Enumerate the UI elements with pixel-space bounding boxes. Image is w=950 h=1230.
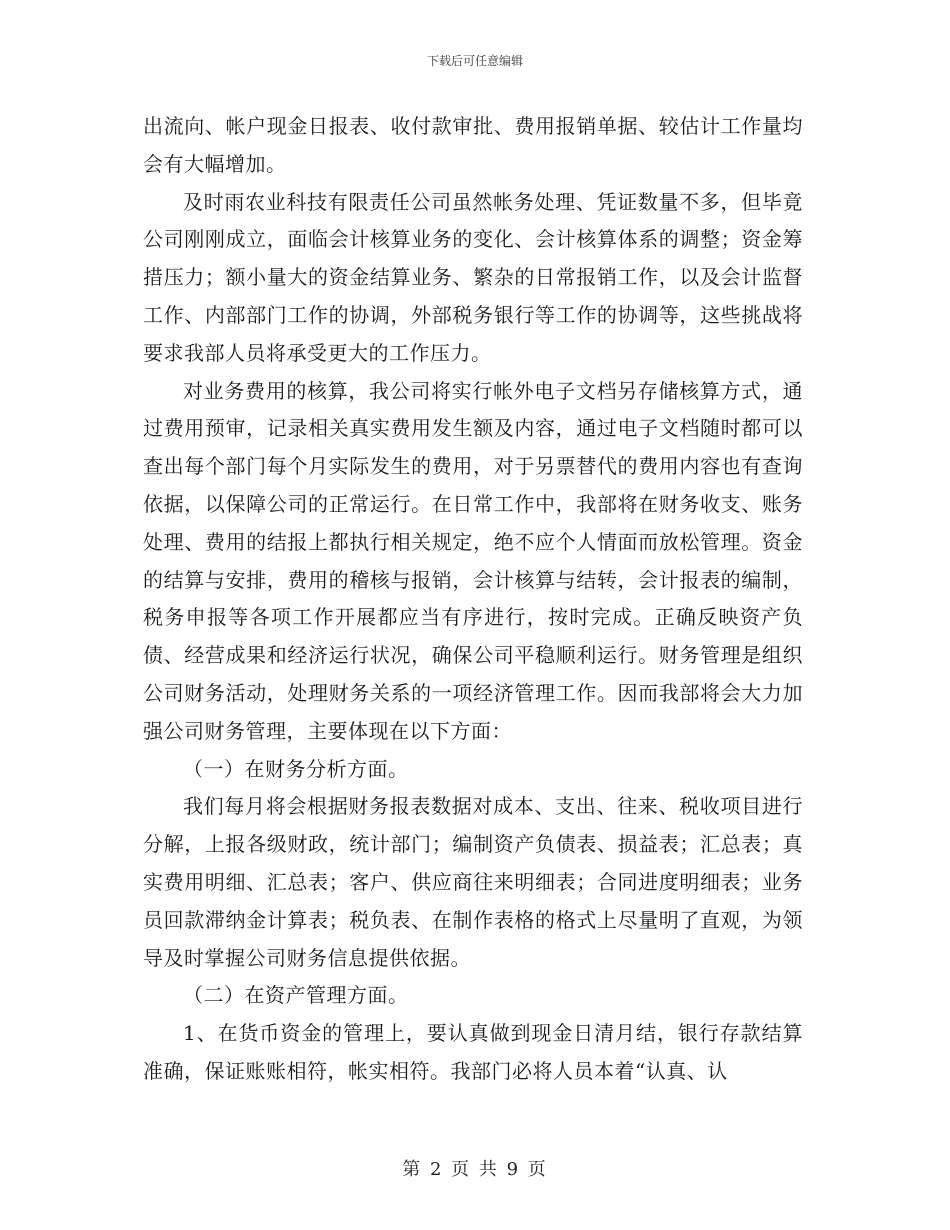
paragraph-2: 及时雨农业科技有限责任公司虽然帐务处理、凭证数量不多，但毕竟公司刚刚成立，面临会计核算业务的变化、会计核算体系的调整；资金筹措压力；额小量大的资金结算业务、繁杂的日常报销工作，以及会计监督工作、内部部门工作的协调，外部税务银行等工作的协调等，这些挑战将要求我部人员将承受更大的工作压力。 (143, 189, 803, 365)
document-body (143, 108, 803, 1091)
section-heading-asset-management: （二）在资产管理方面。 (183, 983, 409, 1008)
page-header: 下载后可任意编辑 (426, 54, 523, 68)
paragraph-1: 出流向、帐户现金日报表、收付款审批、费用报销单据、较估计工作量均会有大幅增加。 (143, 114, 803, 176)
section-heading-financial-analysis: （一）在财务分析方面。 (183, 756, 409, 781)
paragraph-5: 我们每月将会根据财务报表数据对成本、支出、往来、税收项目进行分解，上报各级财政，统计部门；编制资产负债表、损益表；汇总表；真实费用明细、汇总表；客户、供应商往来明细表；合同进度明细表；业务员回款滞纳金计算表；税负表、在制作表格的格式上尽量明了直观，为领导及时掌握公司财务信息提供依据。 (143, 794, 803, 970)
paragraph-3: 对业务费用的核算，我公司将实行帐外电子文档另存储核算方式，通过费用预审，记录相关真实费用发生额及内容，通过电子文档随时都可以查出每个部门每个月实际发生的费用，对于另票替代的费用内容也有查询依据，以保障公司的正常运行。在日常工作中，我部将在财务收支、账务处理、费用的结报上都执行相关规定，绝不应个人情面而放松管理。资金的结算与安排，费用的稽核与报销，会计核算与结转，会计报表的编制，税务申报等各项工作开展都应当有序进行，按时完成。正确反映资产负债、经营成果和经济运行状况，确保公司平稳顺利运行。财务管理是组织公司财务活动，处理财务关系的一项经济管理工作。因而我部将会大力加强公司财务管理，主要体现在以下方面： (143, 378, 803, 743)
page-footer: 第 2 页 共 9 页 (402, 1159, 548, 1180)
paragraph-7: 1、在货币资金的管理上，要认真做到现金日清月结，银行存款结算准确，保证账账相符，帐实相符。我部门必将人员本着“认真、认 (143, 1021, 803, 1083)
